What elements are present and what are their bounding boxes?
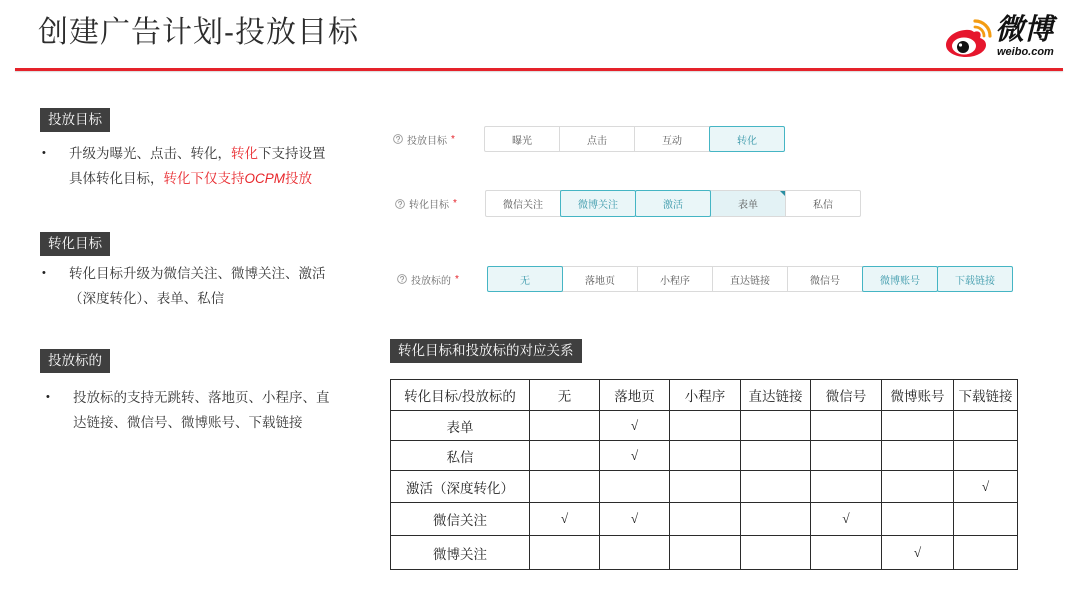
option-direct-link[interactable]: 直达链接 [712,266,788,292]
option-interaction[interactable]: 互动 [634,126,710,152]
table-header-cell: 小程序 [670,380,741,411]
field-label [397,266,459,292]
weibo-eye-logo-icon [944,16,994,58]
segmented-control [485,190,861,217]
bullet-text: 具体转化目标， [69,171,164,186]
mapping-table [390,379,1018,570]
section-label-objective: 投放目标 [40,108,110,132]
required-asterisk: * [451,133,455,145]
option-weibo-account[interactable]: 微博账号 [862,266,938,292]
table-cell [741,441,811,471]
option-landing-page[interactable]: 落地页 [562,266,638,292]
table-cell [811,441,882,471]
question-circle-icon[interactable] [393,134,403,144]
table-cell [530,471,600,503]
bullet-dot: • [42,267,46,279]
required-asterisk: * [453,198,457,209]
option-none[interactable]: 无 [487,266,563,292]
bullet-highlight: 转化 [231,146,258,161]
segmented-control [484,126,785,152]
bullet-text: 投放标的支持无跳转、落地页、小程序、直 [73,390,330,405]
table-header-cell: 下载链接 [954,380,1018,411]
field-label-text: 投放标的 [411,275,451,287]
row-label-cell: 激活（深度转化） [391,471,530,503]
table-cell [741,536,811,570]
bullet-highlight: 转化下仅支持 [163,171,245,186]
table-row [391,411,1018,441]
table-cell [882,411,954,441]
table-header-row [391,380,1018,411]
table-cell [670,471,741,503]
table-cell [670,411,741,441]
bullet-text: 达链接、微信号、微博账号、下载链接 [73,415,303,430]
table-header-cell: 无 [530,380,600,411]
table-cell [600,471,670,503]
field-label-text: 投放目标 [407,135,447,147]
bullet-text: 下支持设置 [258,146,326,161]
row-label-cell: 微信关注 [391,503,530,536]
bullet-highlight: OCPM [244,171,285,186]
table-row [391,503,1018,536]
row-label-cell: 微博关注 [391,536,530,570]
table-cell [811,411,882,441]
table-cell [670,503,741,536]
bullet-line [69,286,326,311]
question-circle-icon[interactable] [397,274,407,284]
table-row [391,536,1018,570]
table-cell [600,536,670,570]
table-cell: √ [600,411,670,441]
option-mini-program[interactable]: 小程序 [637,266,713,292]
question-circle-icon[interactable] [395,199,405,209]
page-title: 创建广告计划-投放目标 [38,16,359,49]
table-cell [670,441,741,471]
table-header-cell: 直达链接 [741,380,811,411]
option-weibo-follow[interactable]: 微博关注 [560,190,636,217]
table-cell: √ [530,503,600,536]
row-label-cell: 表单 [391,411,530,441]
table-cell [954,536,1018,570]
table-cell [741,471,811,503]
option-click[interactable]: 点击 [559,126,635,152]
bullet-highlight: 投放 [285,171,312,186]
table-cell: √ [811,503,882,536]
title-divider [15,68,1063,71]
logo-domain: weibo.com [997,46,1054,58]
option-exposure[interactable]: 曝光 [484,126,560,152]
table-cell [954,503,1018,536]
section-label-delivery-target: 投放标的 [40,349,110,373]
bullet-text: （深度转化）、表单、私信 [69,291,225,306]
field-label [393,126,455,152]
table-cell: √ [600,503,670,536]
table-header-cell: 微信号 [811,380,882,411]
table-header-cell: 转化目标/投放标的 [391,380,530,411]
section-label-conversion-goal: 转化目标 [40,232,110,256]
table-cell [954,411,1018,441]
field-label-text: 转化目标 [409,200,449,211]
table-cell [741,411,811,441]
logo-wordmark: 微博 [995,14,1054,46]
option-form[interactable]: 表单 [710,190,786,217]
row-label-cell: 私信 [391,441,530,471]
table-cell: √ [882,536,954,570]
weibo-logo [944,14,1068,60]
table-cell [882,441,954,471]
table-cell [530,411,600,441]
bullet-text: 转化目标升级为微信关注、微博关注、激活 [69,266,326,281]
table-header-cell: 落地页 [600,380,670,411]
table-cell [530,536,600,570]
table-row [391,441,1018,471]
table-cell: √ [600,441,670,471]
table-cell [882,503,954,536]
bullet-line [73,410,330,435]
bullet-text: 升级为曝光、点击、转化， [69,146,231,161]
option-wechat-id[interactable]: 微信号 [787,266,863,292]
bullet-line [73,385,330,410]
table-cell [811,471,882,503]
option-conversion[interactable]: 转化 [709,126,785,152]
table-header-cell: 微博账号 [882,380,954,411]
table-cell [811,536,882,570]
bullet-dot: • [46,391,50,403]
bullet-line [69,261,326,286]
table-cell [530,441,600,471]
bullet-line [69,166,326,191]
table-cell [741,503,811,536]
table-cell [882,471,954,503]
section-label-mapping-table: 转化目标和投放标的对应关系 [390,339,582,363]
table-cell [670,536,741,570]
option-download-link[interactable]: 下载链接 [937,266,1013,292]
option-wechat-follow[interactable]: 微信关注 [485,190,561,217]
table-cell: √ [954,471,1018,503]
bullet-line [69,141,326,166]
field-label [395,190,457,217]
segmented-control [487,266,1013,292]
table-cell [954,441,1018,471]
option-activation[interactable]: 激活 [635,190,711,217]
required-asterisk: * [455,273,459,285]
table-row [391,471,1018,503]
option-private-message[interactable]: 私信 [785,190,861,217]
bullet-dot: • [42,147,46,159]
